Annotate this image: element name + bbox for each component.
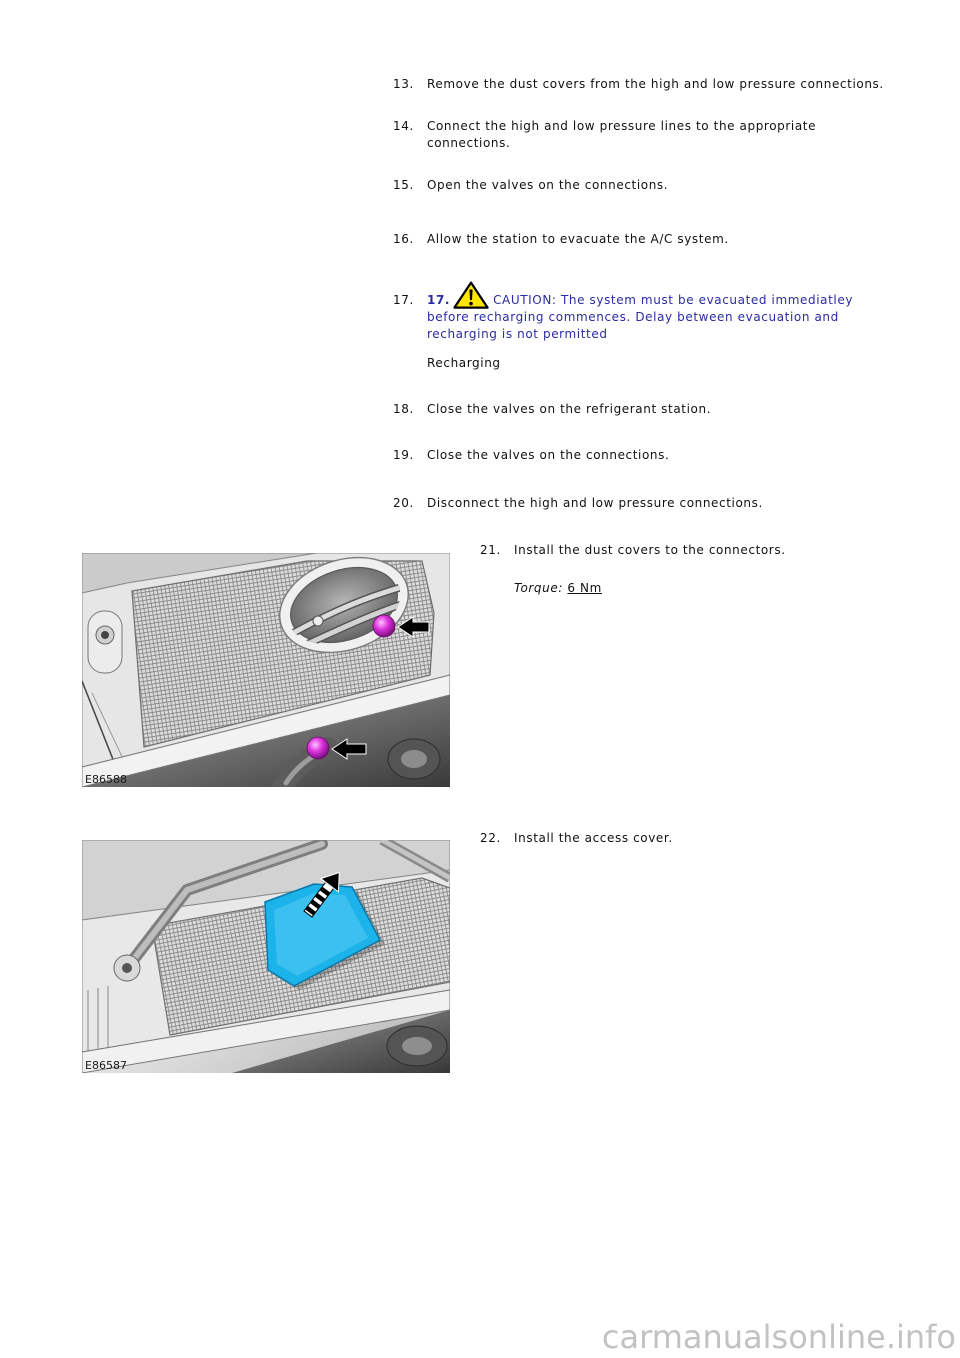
figure-label: E86588: [85, 773, 127, 786]
dust-cap: [307, 737, 329, 759]
step-text: Close the valves on the connections.: [427, 448, 670, 462]
step-text: Connect the high and low pressure lines to the appropriate connections.: [427, 119, 817, 150]
step-number: 15.: [393, 178, 414, 192]
caution-step-ref: 17.: [427, 293, 451, 307]
step-18: [393, 401, 923, 418]
warning-icon: [453, 292, 489, 304]
step-text: Allow the station to evacuate the A/C system.: [427, 232, 729, 246]
step-17: [393, 292, 923, 372]
torque-label: Torque:: [514, 581, 563, 595]
watermark: carmanualsonline.info: [601, 1318, 956, 1356]
step-13: [393, 76, 923, 93]
step-text: Remove the dust covers from the high and low pressure connections.: [427, 77, 884, 91]
figure-illustration: [82, 840, 450, 1073]
step-21: [480, 542, 920, 597]
step-16: [393, 231, 923, 248]
step-number: 20.: [393, 496, 414, 510]
step-text: Install the access cover.: [514, 831, 673, 845]
step-number: 13.: [393, 77, 414, 91]
step-14: [393, 118, 923, 152]
figure-dust-covers: [82, 553, 450, 787]
torque-spec: [514, 580, 920, 597]
step-text: Disconnect the high and low pressure connections.: [427, 496, 763, 510]
step-20: [393, 495, 923, 512]
step-text: Open the valves on the connections.: [427, 178, 669, 192]
step-15: [393, 177, 923, 194]
figure-label: E86587: [85, 1059, 127, 1072]
step-number: 14.: [393, 119, 414, 133]
caution-block: [427, 292, 923, 343]
figure-access-cover: [82, 840, 450, 1073]
torque-value-link[interactable]: 6 Nm: [567, 581, 602, 595]
figure-illustration: [82, 553, 450, 787]
step-number: 19.: [393, 448, 414, 462]
section-subheading: Recharging: [427, 356, 501, 370]
dust-cap: [373, 615, 395, 637]
caution-text: CAUTION: The system must be evacuated immediatley before recharging commences. Delay between evacuation and recharging is not permitted: [427, 293, 854, 341]
step-19: [393, 447, 923, 464]
step-22: [480, 830, 920, 847]
step-number: 16.: [393, 232, 414, 246]
step-number: 21.: [480, 543, 501, 557]
step-number: 18.: [393, 402, 414, 416]
step-text: Install the dust covers to the connectors.: [514, 543, 786, 557]
step-text: Close the valves on the refrigerant station.: [427, 402, 712, 416]
step-number: 17.: [393, 293, 414, 307]
step-number: 22.: [480, 831, 501, 845]
